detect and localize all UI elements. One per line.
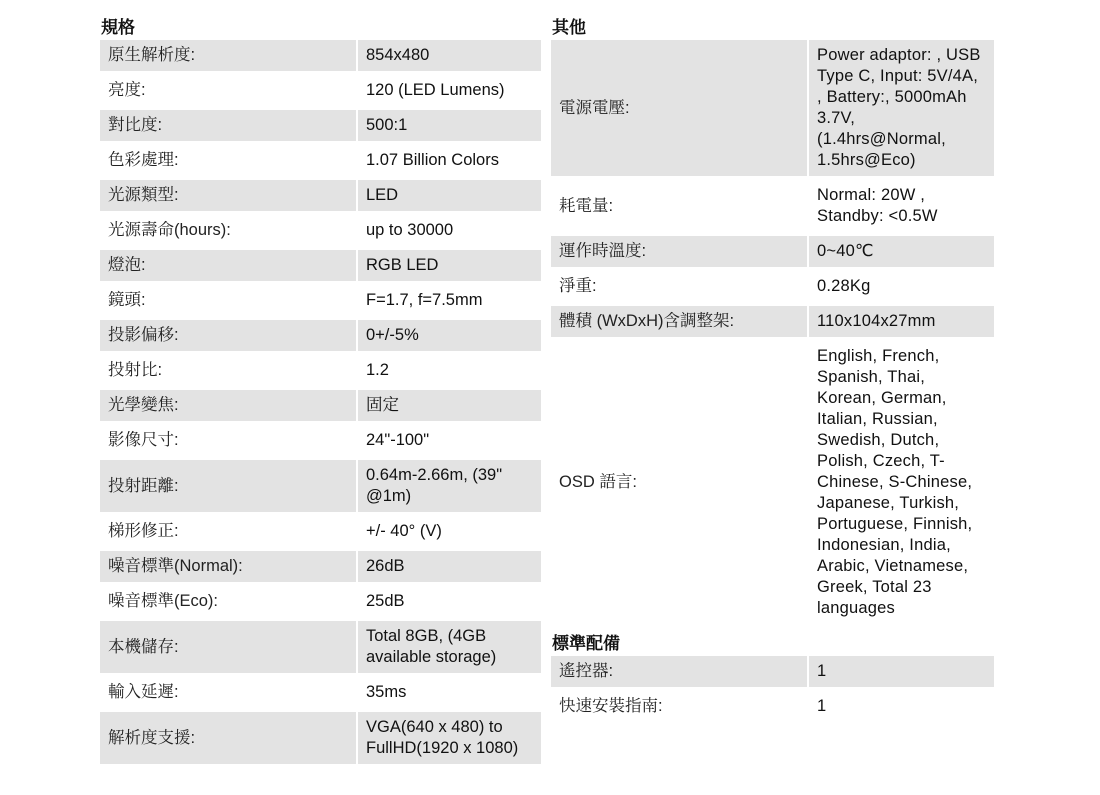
spec-label: 影像尺寸: [100, 425, 356, 460]
spec-row [100, 677, 541, 712]
accessory-row [551, 656, 994, 691]
spec-label: 本機儲存: [100, 621, 356, 677]
other-value: Power adaptor: , USB Type C, Input: 5V/4A, , Battery:, 5000mAh 3.7V, (1.4hrs@Normal, 1.5hrs@Eco) [807, 40, 994, 180]
other-value: English, French, Spanish, Thai, Korean, German, Italian, Russian, Swedish, Dutch, Polish, Czech, T-Chinese, S-Chinese, Japanese, Turkish, Portuguese, Finnish, Indonesian, India, Arabic, Vietnamese, Greek, Total 23 languages [807, 341, 994, 628]
spec-label: 梯形修正: [100, 516, 356, 551]
spec-value: LED [356, 180, 541, 215]
other-value: 110x104x27mm [807, 306, 994, 341]
spec-label: 燈泡: [100, 250, 356, 285]
spec-row [100, 285, 541, 320]
spec-label: 解析度支援: [100, 712, 356, 768]
accessory-label: 快速安裝指南: [551, 691, 807, 726]
spec-value: VGA(640 x 480) to FullHD(1920 x 1080) [356, 712, 541, 768]
spec-label: 輸入延遲: [100, 677, 356, 712]
spec-row [100, 551, 541, 586]
spec-label: 噪音標準(Normal): [100, 551, 356, 586]
spec-label: 對比度: [100, 110, 356, 145]
accessory-label: 遙控器: [551, 656, 807, 691]
spec-value: 120 (LED Lumens) [356, 75, 541, 110]
accessories-section-title: 標準配備 [552, 634, 620, 653]
other-value: Normal: 20W , Standby: <0.5W [807, 180, 994, 236]
other-label: OSD 語言: [551, 341, 807, 628]
other-row [551, 271, 994, 306]
spec-value: 0.64m-2.66m, (39" @1m) [356, 460, 541, 516]
spec-row [100, 621, 541, 677]
other-label: 耗電量: [551, 180, 807, 236]
spec-row [100, 250, 541, 285]
spec-value: F=1.7, f=7.5mm [356, 285, 541, 320]
spec-value: RGB LED [356, 250, 541, 285]
other-label: 淨重: [551, 271, 807, 306]
spec-row [100, 460, 541, 516]
spec-section-title: 規格 [101, 18, 135, 37]
spec-label: 光學變焦: [100, 390, 356, 425]
other-row [551, 306, 994, 341]
spec-value: +/- 40° (V) [356, 516, 541, 551]
spec-row [100, 320, 541, 355]
other-row [551, 40, 994, 180]
spec-row [100, 425, 541, 460]
spec-value: 25dB [356, 586, 541, 621]
spec-value: 35ms [356, 677, 541, 712]
spec-column [100, 0, 541, 768]
spec-value: 1.07 Billion Colors [356, 145, 541, 180]
other-row [551, 341, 994, 628]
accessory-row [551, 691, 994, 726]
spec-label: 光源類型: [100, 180, 356, 215]
other-row [551, 180, 994, 236]
spec-row [100, 145, 541, 180]
spec-row [100, 712, 541, 768]
accessory-value: 1 [807, 691, 994, 726]
spec-value: 854x480 [356, 40, 541, 75]
spec-value: 1.2 [356, 355, 541, 390]
spec-row [100, 215, 541, 250]
other-table [551, 40, 994, 628]
other-label: 體積 (WxDxH)含調整架: [551, 306, 807, 341]
other-column [551, 0, 994, 726]
spec-row [100, 586, 541, 621]
spec-label: 投射比: [100, 355, 356, 390]
spec-value: 固定 [356, 390, 541, 425]
other-section-title: 其他 [552, 18, 586, 37]
spec-label: 鏡頭: [100, 285, 356, 320]
spec-label: 原生解析度: [100, 40, 356, 75]
spec-label: 投影偏移: [100, 320, 356, 355]
accessory-value: 1 [807, 656, 994, 691]
spec-value: 26dB [356, 551, 541, 586]
spec-label: 亮度: [100, 75, 356, 110]
spec-value: up to 30000 [356, 215, 541, 250]
spec-row [100, 40, 541, 75]
spec-row [100, 390, 541, 425]
spec-row [100, 516, 541, 551]
accessories-table [551, 656, 994, 726]
other-row [551, 236, 994, 271]
spec-row [100, 110, 541, 145]
spec-label: 光源壽命(hours): [100, 215, 356, 250]
other-label: 電源電壓: [551, 40, 807, 180]
spec-row [100, 355, 541, 390]
spec-table [100, 40, 541, 768]
spec-label: 色彩處理: [100, 145, 356, 180]
other-label: 運作時溫度: [551, 236, 807, 271]
spec-row [100, 75, 541, 110]
spec-label: 投射距離: [100, 460, 356, 516]
spec-value: Total 8GB, (4GB available storage) [356, 621, 541, 677]
spec-label: 噪音標準(Eco): [100, 586, 356, 621]
other-value: 0.28Kg [807, 271, 994, 306]
other-value: 0~40℃ [807, 236, 994, 271]
spec-value: 500:1 [356, 110, 541, 145]
spec-value: 24"-100" [356, 425, 541, 460]
spec-row [100, 180, 541, 215]
spec-value: 0+/-5% [356, 320, 541, 355]
